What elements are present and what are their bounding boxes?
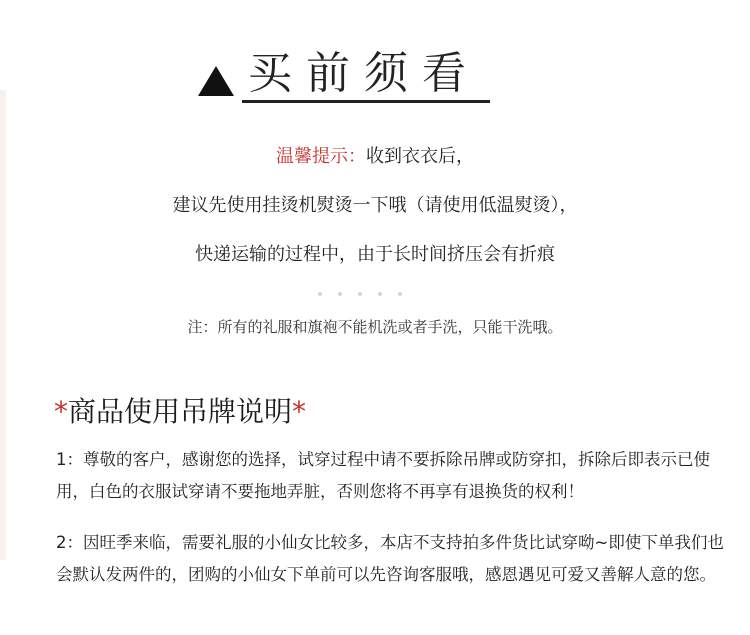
notice-line-2: 建议先使用挂烫机熨烫一下哦（请使用低温熨烫）， — [172, 195, 578, 216]
section-title — [54, 390, 306, 430]
header-title: 买前须看 — [248, 48, 480, 99]
notice-line-3: 快递运输的过程中，由于长时间挤压会有折痕 — [195, 244, 555, 265]
tag-paragraph-1: 1：尊敬的客户，感谢您的选择，试穿过程中请不要拆除吊牌或防穿扣，拆除后即表示已使用，白色的衣服试穿请不要拖地弄脏，否则您将不再享有退换货的权利！ — [56, 450, 710, 501]
triangle-icon — [198, 66, 234, 96]
section-title-text: 商品使用吊牌说明 — [68, 395, 293, 428]
dot — [378, 292, 382, 296]
dot — [398, 292, 402, 296]
notice-line-1 — [0, 142, 750, 168]
notice-prefix: 温馨提示： — [276, 146, 366, 167]
dot — [318, 292, 322, 296]
notice-line-1-text: 收到衣衣后， — [366, 146, 474, 167]
star-left: * — [54, 395, 68, 428]
tag-paragraph-2: 2：因旺季来临，需要礼服的小仙女比较多，本店不支持拍多件货比试穿呦~即使下单我们也会默认发两件的，团购的小仙女下单前可以先咨询客服哦，感恩遇见可爱又善解人意的您。 — [56, 533, 724, 584]
star-right: * — [292, 395, 307, 428]
dot-separator — [318, 292, 418, 298]
dot — [338, 292, 342, 296]
washing-note: 注：所有的礼服和旗袍不能机洗或者手洗，只能干洗哦。 — [187, 318, 563, 336]
dot — [358, 292, 362, 296]
header-underline — [242, 100, 490, 103]
